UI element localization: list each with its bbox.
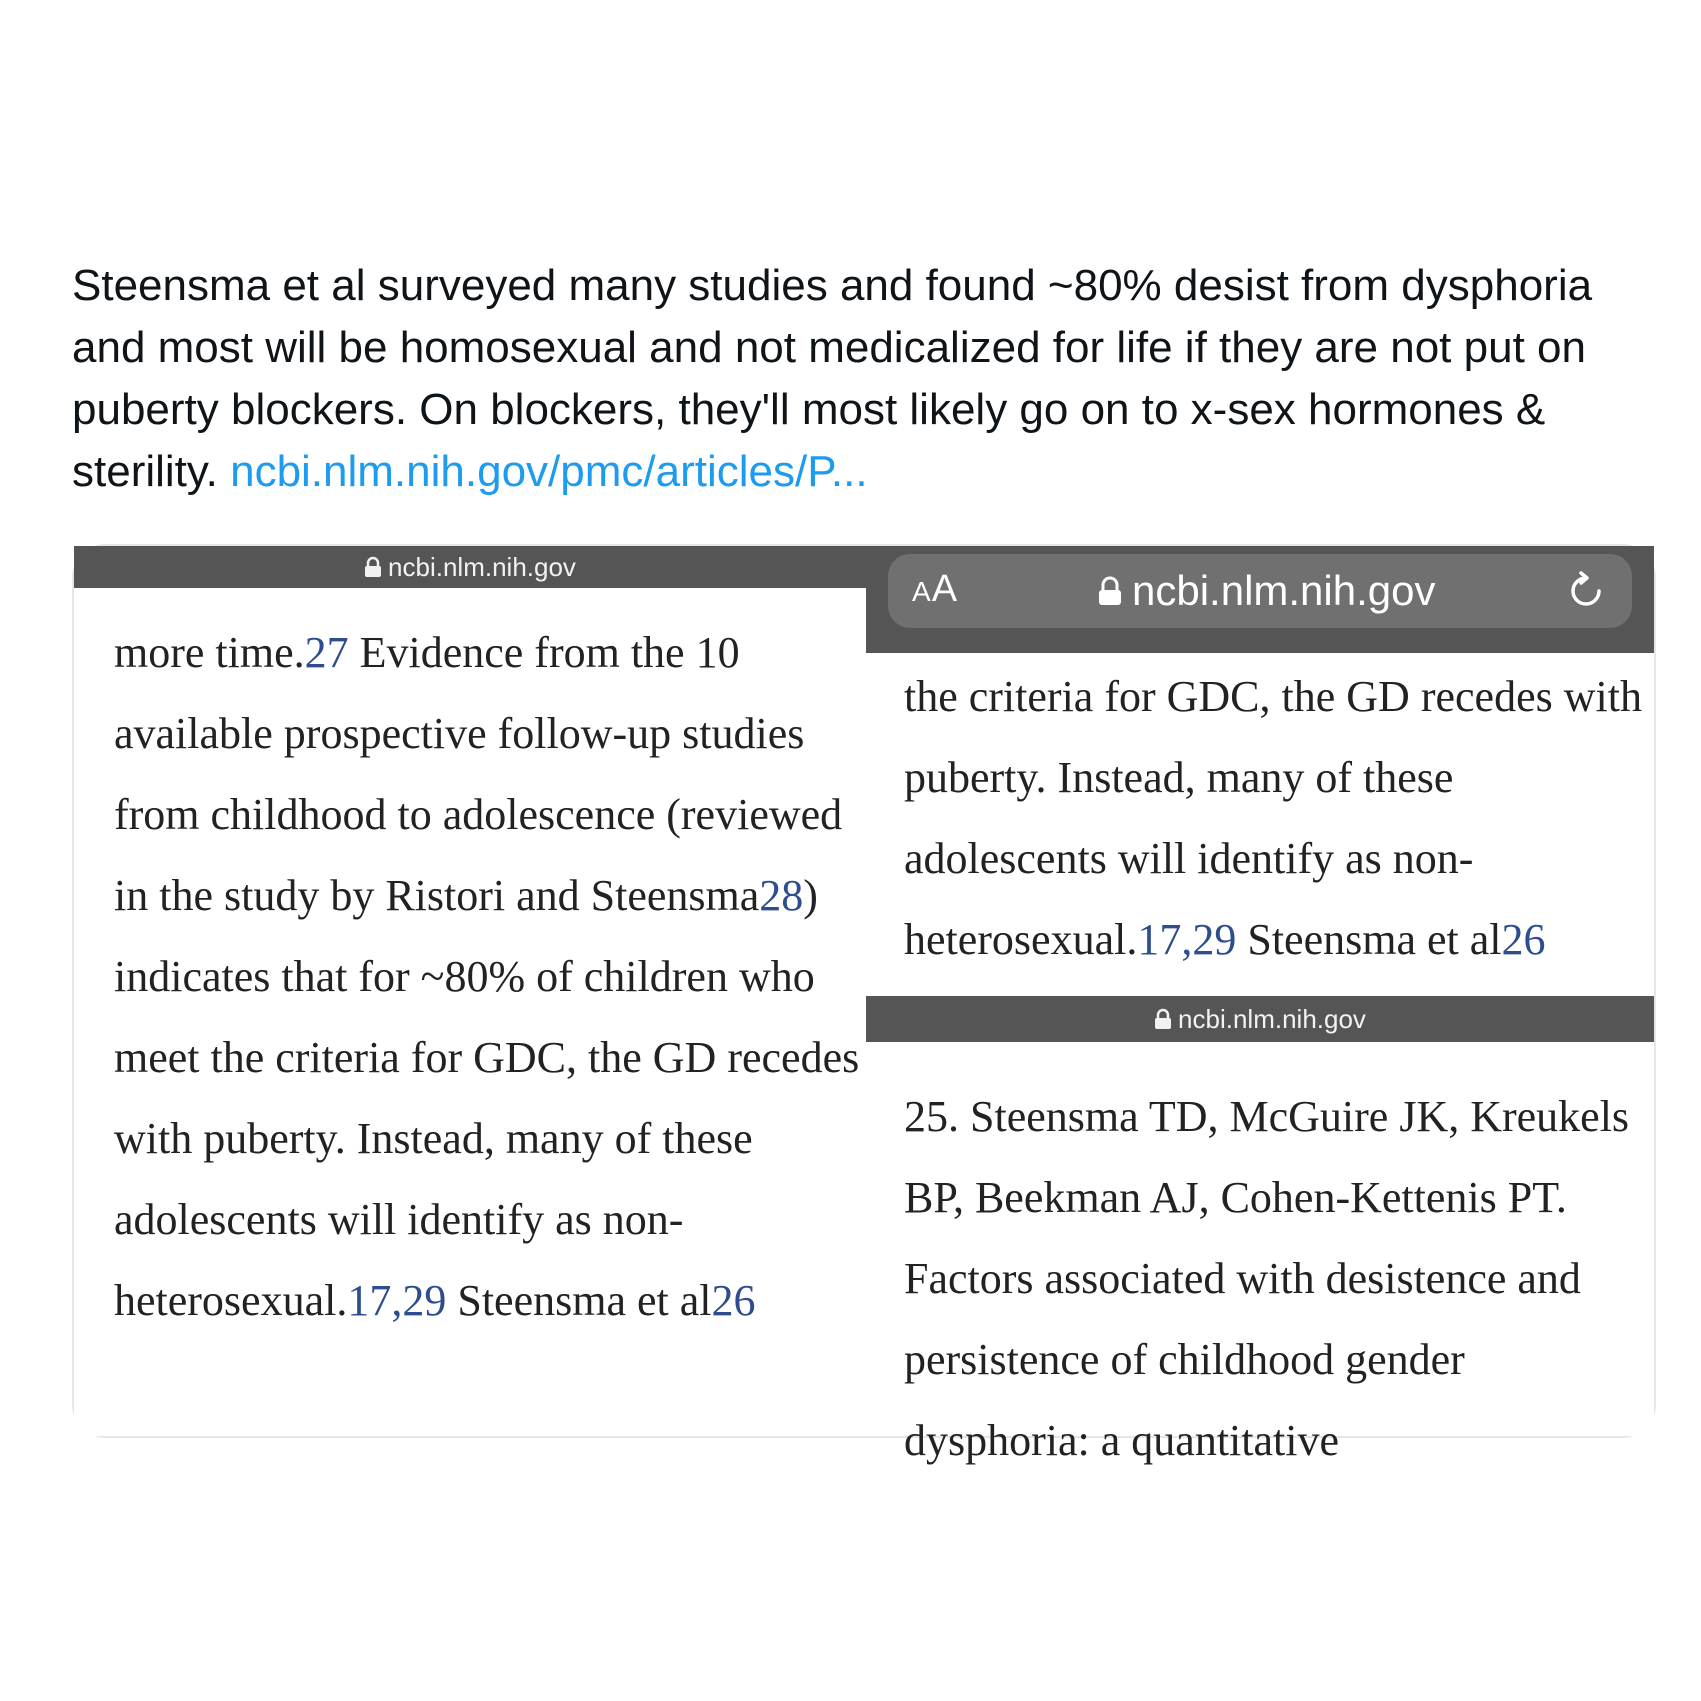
text-size-button[interactable]: AA: [912, 568, 959, 610]
reload-icon[interactable]: [1566, 570, 1606, 612]
left-screenshot[interactable]: [74, 546, 866, 1436]
address-field[interactable]: [1098, 567, 1436, 615]
right-screenshot[interactable]: [866, 546, 1654, 1465]
mid-domain: ncbi.nlm.nih.gov: [1178, 1003, 1366, 1034]
left-url-bar: [74, 546, 866, 588]
citation-link[interactable]: 26: [1501, 915, 1546, 964]
citation-link[interactable]: 26: [711, 1276, 756, 1325]
lock-icon: [1154, 1008, 1172, 1030]
lock-icon: [1098, 576, 1122, 606]
right-mid-url-bar: [866, 996, 1654, 1042]
citation-link[interactable]: 17,29: [347, 1276, 447, 1325]
text-segment: the criteria for GDC, the GD recedes with puberty. Instead, many of these adolescents will identify as non-heterosexual.: [904, 672, 1642, 964]
text-segment: Evidence from the 10 available prospective follow-up studies from childhood to adolescence (reviewed in the study by Ristori and Steensma: [114, 628, 843, 920]
media-card[interactable]: [72, 544, 1656, 1465]
left-domain: ncbi.nlm.nih.gov: [388, 551, 576, 582]
reference-entry: 25. Steensma TD, McGuire JK, Kreukels BP, Beekman AJ, Cohen-Kettenis PT. Factors associated with desistence and persistence of childhood gender dysphoria: a quantitative: [904, 1092, 1630, 1465]
right-domain: ncbi.nlm.nih.gov: [1132, 567, 1436, 614]
right-article-text: [904, 656, 1654, 980]
citation-link[interactable]: 28: [759, 871, 804, 920]
address-pill[interactable]: [888, 554, 1632, 628]
text-segment: Steensma et al: [446, 1276, 712, 1325]
left-article-text: [114, 612, 874, 1341]
citation-link[interactable]: 27: [304, 628, 349, 677]
safari-address-bar: [866, 546, 1654, 653]
tweet-body: Steensma et al surveyed many studies and found ~80% desist from dysphoria and most will be homosexual and not medicalized for life if they are not put on puberty blockers. On blockers, they'll most likely go on to x-sex hormones & sterility.: [72, 261, 1593, 496]
tweet-text: [72, 255, 1652, 503]
text-segment: ) indicates that for ~80% of children who meet the criteria for GDC, the GD recedes with puberty. Instead, many of these adolescents will identify as non-heterosexual.: [114, 871, 860, 1325]
citation-link[interactable]: 17,29: [1137, 915, 1237, 964]
lock-icon: [364, 556, 382, 578]
text-segment: more time.: [114, 628, 305, 677]
tweet-link[interactable]: ncbi.nlm.nih.gov/pmc/articles/P...: [230, 447, 868, 496]
text-segment: Steensma et al: [1236, 915, 1502, 964]
